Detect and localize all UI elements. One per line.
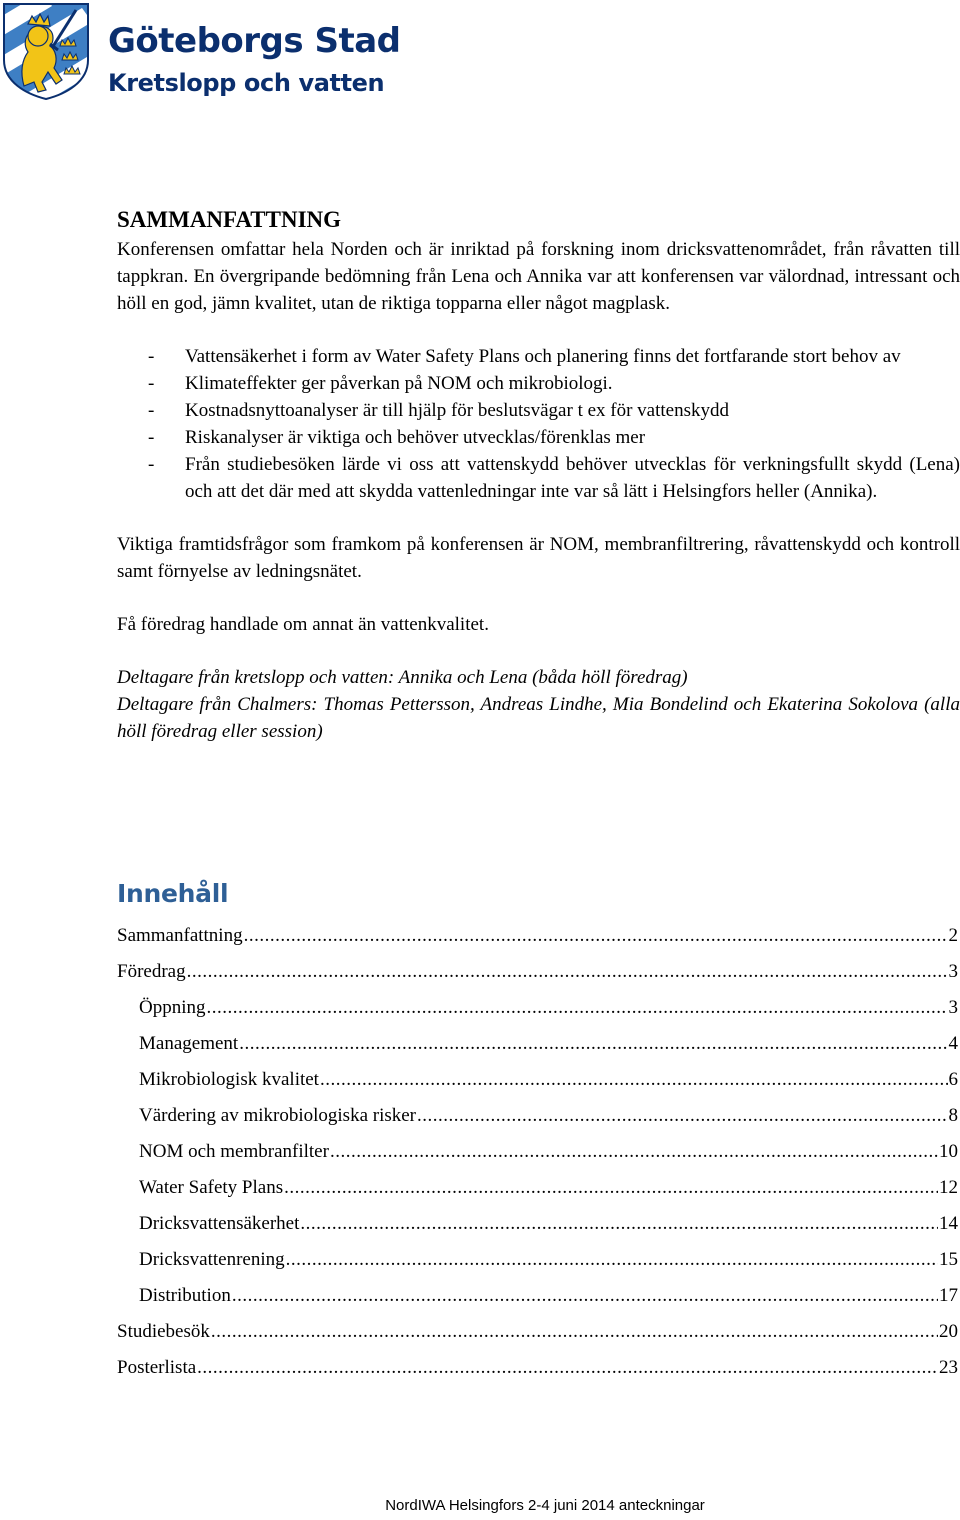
goteborg-lion-crest-icon [2, 2, 90, 100]
summary-intro: Konferensen omfattar hela Norden och är inriktad på forskning inom dricksvattenområdet, från råvatten till tappkran. En övergripande bedömning från Lena och Annika var att konferensen var välordnad, intressant och höll en god, jämn kvalitet, utan de riktiga topparna eller något magplask. [117, 239, 960, 314]
bullet-text: Riskanalyser är viktiga och behöver utvecklas/förenklas mer [185, 427, 646, 448]
dot-leader [300, 1206, 938, 1242]
list-item [117, 451, 960, 505]
department-name: Kretslopp och vatten [108, 69, 385, 97]
toc-entry[interactable] [117, 990, 958, 1026]
dot-leader [330, 1134, 938, 1170]
dot-leader [207, 990, 948, 1026]
summary-bullet-list [117, 343, 960, 505]
toc-entry-label: Föredrag [117, 961, 186, 982]
toc-entry-page: 14 [939, 1213, 958, 1234]
dot-leader [239, 1026, 947, 1062]
dot-leader [284, 1170, 938, 1206]
toc-entry[interactable] [117, 1314, 958, 1350]
future-questions-paragraph: Viktiga framtidsfrågor som framkom på konferensen är NOM, membranfiltrering, råvattenskydd och kontroll samt förnyelse av ledningsnätet. [117, 534, 960, 582]
toc-entry-label: Water Safety Plans [139, 1177, 284, 1198]
toc-entry[interactable] [117, 1242, 958, 1278]
list-item [117, 397, 960, 424]
list-item [117, 343, 960, 370]
toc-entry-label: Värdering av mikrobiologiska risker [139, 1105, 417, 1126]
bullet-text: Kostnadsnyttoanalyser är till hjälp för beslutsvägar t ex för vattenskydd [185, 400, 730, 421]
toc-entry[interactable] [117, 918, 958, 954]
toc-entry-label: Sammanfattning [117, 925, 243, 946]
bullet-marker: - [148, 346, 155, 367]
list-item [117, 370, 960, 397]
toc-entry[interactable] [117, 1098, 958, 1134]
summary-heading: SAMMANFATTNING [117, 207, 342, 232]
spacer [117, 585, 960, 611]
dot-leader [286, 1242, 938, 1278]
toc-entry-label: Mikrobiologisk kvalitet [139, 1069, 319, 1090]
toc-entry-label: Posterlista [117, 1357, 197, 1378]
toc-entry-label: Dricksvattenrening [139, 1249, 285, 1270]
bullet-marker: - [148, 373, 155, 394]
few-talks-paragraph: Få föredrag handlade om annat än vattenkvalitet. [117, 614, 489, 635]
toc-entry-page: 6 [948, 1069, 958, 1090]
toc-entry[interactable] [117, 1134, 958, 1170]
list-item [117, 424, 960, 451]
toc-entry[interactable] [117, 1062, 958, 1098]
spacer [117, 638, 960, 664]
toc-entry[interactable] [117, 1170, 958, 1206]
participants-kretslopp: Deltagare från kretslopp och vatten: Annika och Lena (båda höll föredrag) [117, 667, 688, 688]
toc-entry-page: 2 [948, 925, 958, 946]
toc-entry-label: Öppning [139, 997, 206, 1018]
organization-name: Göteborgs Stad [108, 21, 401, 61]
toc-entry-page: 4 [948, 1033, 958, 1054]
toc-entry[interactable] [117, 954, 958, 990]
dot-leader [244, 918, 948, 954]
bullet-text: Klimateffekter ger påverkan på NOM och mikrobiologi. [185, 373, 613, 394]
dot-leader [211, 1314, 938, 1350]
toc-entry-page: 8 [948, 1105, 958, 1126]
summary-section [117, 204, 960, 745]
toc-entry-label: Studiebesök [117, 1321, 210, 1342]
toc-entry-label: Dricksvattensäkerhet [139, 1213, 300, 1234]
toc-entry[interactable] [117, 1206, 958, 1242]
dot-leader [197, 1350, 938, 1386]
toc-heading: Innehåll [117, 879, 229, 908]
toc-entry-label: NOM och membranfilter [139, 1141, 329, 1162]
header-logo [2, 2, 422, 100]
bullet-marker: - [148, 427, 155, 448]
toc-entry-page: 12 [939, 1177, 958, 1198]
toc-entry-page: 20 [939, 1321, 958, 1342]
bullet-text: Från studiebesöken lärde vi oss att vattenskydd behöver utvecklas för verkningsfullt skydd (Lena) och att det där med att skydda vattenledningar inte var så lätt i Helsingfors heller (Annika). [185, 454, 960, 502]
bullet-marker: - [148, 454, 155, 475]
spacer [117, 505, 960, 531]
dot-leader [320, 1062, 948, 1098]
toc-entry-page: 3 [948, 961, 958, 982]
toc-entry-list [117, 918, 958, 1386]
toc-entry[interactable] [117, 1026, 958, 1062]
dot-leader [187, 954, 948, 990]
toc-entry-label: Management [139, 1033, 239, 1054]
dot-leader [232, 1278, 938, 1314]
toc-entry[interactable] [117, 1278, 958, 1314]
page-footer: NordIWA Helsingfors 2-4 juni 2014 anteckningar [385, 1497, 705, 1514]
participants-chalmers: Deltagare från Chalmers: Thomas Pettersson, Andreas Lindhe, Mia Bondelind och Ekaterina Sokolova (alla höll föredrag eller session) [117, 694, 960, 742]
toc-entry-page: 23 [939, 1357, 958, 1378]
toc-entry-page: 15 [939, 1249, 958, 1270]
dot-leader [417, 1098, 947, 1134]
bullet-text: Vattensäkerhet i form av Water Safety Plans och planering finns det fortfarande stort behov av [185, 346, 901, 367]
toc-entry-page: 3 [948, 997, 958, 1018]
toc-entry-label: Distribution [139, 1285, 231, 1306]
toc-entry[interactable] [117, 1350, 958, 1386]
toc-entry-page: 10 [939, 1141, 958, 1162]
toc-entry-page: 17 [939, 1285, 958, 1306]
table-of-contents [117, 876, 958, 1386]
bullet-marker: - [148, 400, 155, 421]
